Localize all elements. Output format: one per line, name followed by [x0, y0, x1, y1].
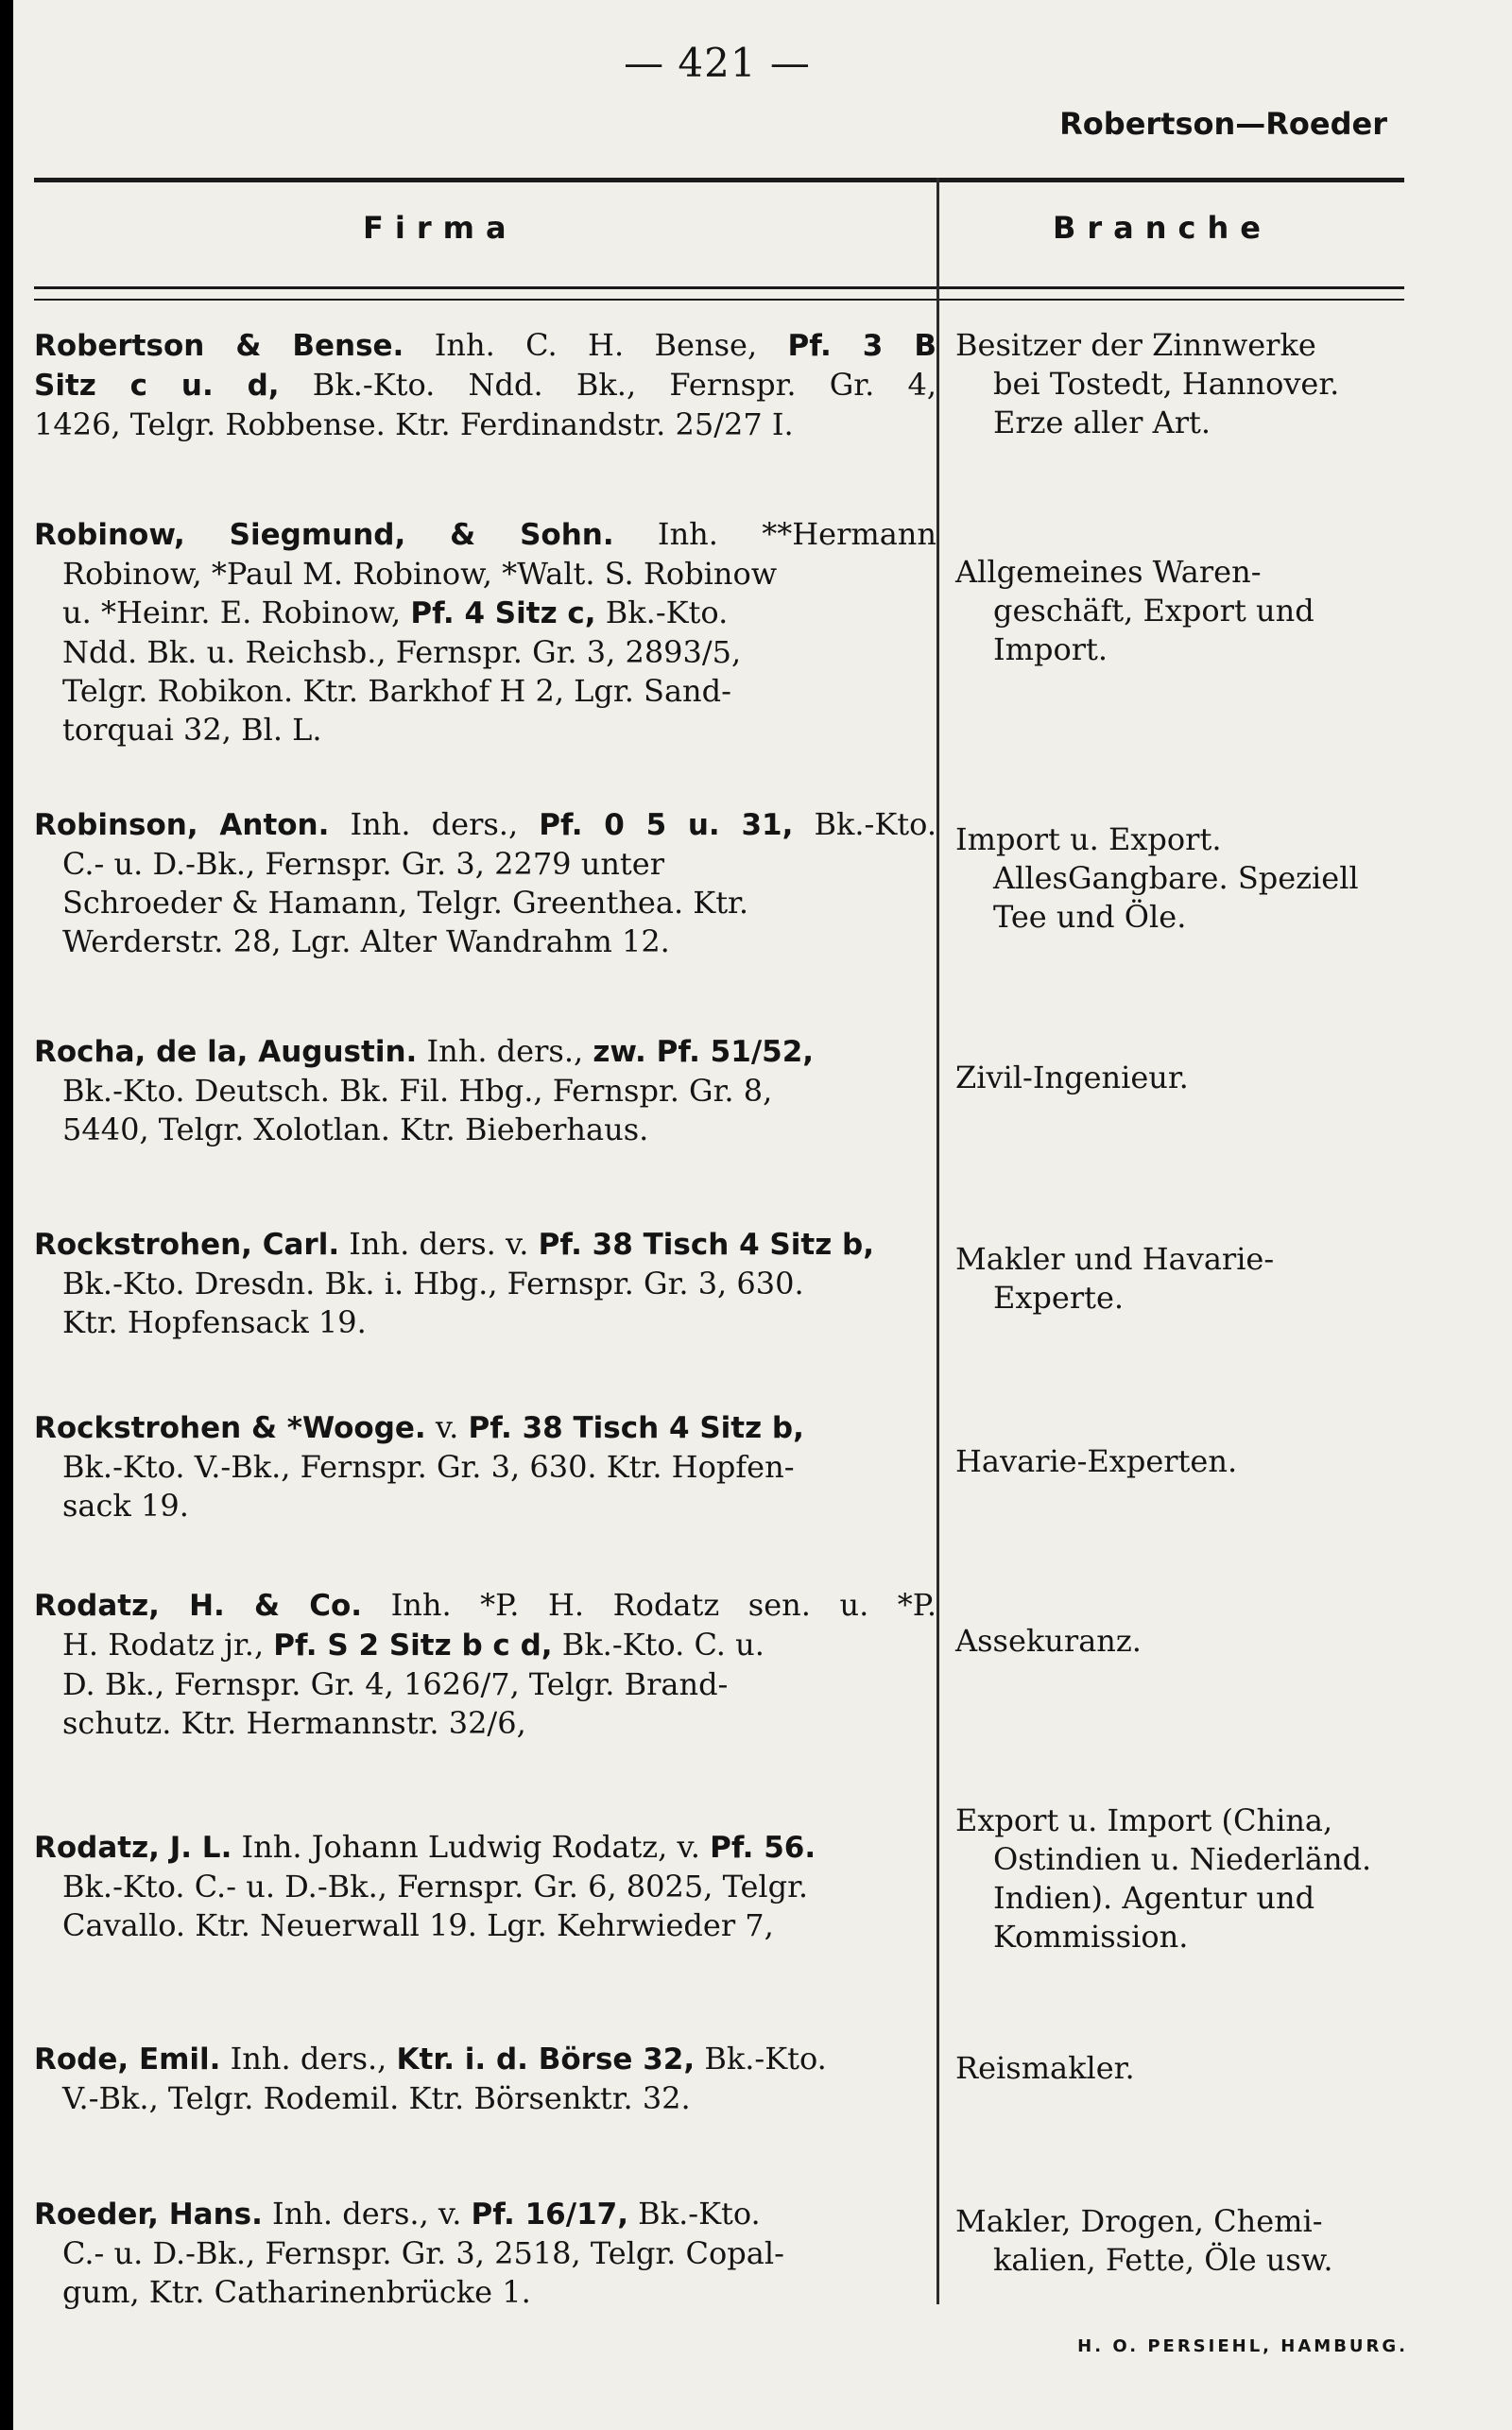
company-name: Rockstrohen, Carl. [34, 1228, 340, 1262]
column-header-firma: Firma [363, 210, 518, 246]
company-name: Robertson & Bense. [34, 329, 404, 363]
header-rule [34, 286, 1404, 289]
entry-branche: Assekuranz. [955, 1623, 1142, 1659]
entry-branche: Havarie-Experten. [955, 1443, 1238, 1479]
entry-firma: Rodatz, J. L. Inh. Johann Ludwig Rodatz, v. Pf. 56. Bk.-Kto. C.- u. D.-Bk., Fernspr. Gr. 6, 8025, Telgr. Cavallo. Ktr. Neuerwall 19. Lgr. Kehrwieder 7, [34, 1829, 816, 1943]
entry-branche: Allgemeines Waren- geschäft, Export und Import. [955, 554, 1314, 667]
entry-branche: Makler, Drogen, Chemi- kalien, Fette, Öle usw. [955, 2203, 1333, 2278]
entry-branche: Zivil-Ingenieur. [955, 1060, 1189, 1095]
printer-imprint: H. O. PERSIEHL, HAMBURG. [1077, 2336, 1408, 2356]
header-rule-thin [34, 299, 1404, 301]
top-rule [34, 178, 1404, 182]
entry-firma: Rocha, de la, Augustin. Inh. ders., zw. Pf. 51/52, Bk.-Kto. Deutsch. Bk. Fil. Hbg., Fernspr. Gr. 8, 5440, Telgr. Xolotlan. Ktr. Bieberhaus. [34, 1033, 815, 1147]
company-name: Rocha, de la, Augustin. [34, 1035, 418, 1069]
entry-firma: Robertson & Bense. Inh. C. H. Bense, Pf. 3 B Sitz c u. d, Bk.-Kto. Ndd. Bk., Fernspr. Gr. 4, 1426, Telgr. Robbense. Ktr. Ferdinandstr. 25/27 I. [34, 327, 937, 442]
page-range-header: Robertson—Roeder [1059, 106, 1387, 142]
column-header-branche: Branche [1053, 210, 1272, 246]
entry-firma: Robinson, Anton. Inh. ders., Pf. 0 5 u. 31, Bk.-Kto. C.- u. D.-Bk., Fernspr. Gr. 3, 2279 unter Schroeder & Hamann, Telgr. Greenthea. Ktr. Werderstr. 28, Lgr. Alter Wandrahm 12. [34, 806, 936, 959]
entry-firma: Rode, Emil. Inh. ders., Ktr. i. d. Börse 32, Bk.-Kto. V.-Bk., Telgr. Rodemil. Ktr. Börsenktr. 32. [34, 2041, 827, 2116]
entry-branche: Besitzer der Zinnwerke bei Tostedt, Hannover. Erze aller Art. [955, 327, 1340, 440]
entry-branche: Import u. Export. AllesGangbare. Speziell Tee und Öle. [955, 821, 1359, 935]
page-number: — 421 — [624, 40, 811, 86]
entry-firma: Rockstrohen & *Wooge. v. Pf. 38 Tisch 4 Sitz b, Bk.-Kto. V.-Bk., Fernspr. Gr. 3, 630. Ktr. Hopfen- sack 19. [34, 1409, 804, 1524]
company-name: Rodatz, H. & Co. [34, 1589, 363, 1623]
entry-branche: Makler und Havarie- Experte. [955, 1241, 1275, 1316]
company-name: Rockstrohen & *Wooge. [34, 1411, 426, 1445]
company-name: Roeder, Hans. [34, 2197, 263, 2232]
entry-branche: Reismakler. [955, 2050, 1135, 2086]
company-name: Robinow, Siegmund, & Sohn. [34, 518, 614, 552]
entry-firma: Robinow, Siegmund, & Sohn. Inh. **Hermann Robinow, *Paul M. Robinow, *Walt. S. Robinow u. *Heinr. E. Robinow, Pf. 4 Sitz c, Bk.-Kto. Ndd. Bk. u. Reichsb., Fernspr. Gr. 3, 2893/5, Telgr. Robikon. Ktr. Barkhof H 2, Lgr. Sand- torquai 32, Bl. L. [34, 516, 937, 748]
company-name: Rodatz, J. L. [34, 1831, 232, 1865]
column-divider [936, 178, 939, 2304]
entry-branche: Export u. Import (China, Ostindien u. Niederländ. Indien). Agentur und Kommission. [955, 1802, 1372, 1955]
entry-firma: Rockstrohen, Carl. Inh. ders. v. Pf. 38 Tisch 4 Sitz b, Bk.-Kto. Dresdn. Bk. i. Hbg., Fernspr. Gr. 3, 630. Ktr. Hopfensack 19. [34, 1226, 875, 1340]
entry-firma: Rodatz, H. & Co. Inh. *P. H. Rodatz sen. u. *P. H. Rodatz jr., Pf. S 2 Sitz b c d, Bk.-Kto. C. u. D. Bk., Fernspr. Gr. 4, 1626/7, Telgr. Brand- schutz. Ktr. Hermannstr. 32/6, [34, 1587, 937, 1741]
directory-page [13, 0, 1512, 2430]
company-name: Robinson, Anton. [34, 808, 330, 842]
company-name: Rode, Emil. [34, 2042, 221, 2077]
entry-firma: Roeder, Hans. Inh. ders., v. Pf. 16/17, Bk.-Kto. C.- u. D.-Bk., Fernspr. Gr. 3, 2518, Telgr. Copal- gum, Ktr. Catharinenbrücke 1. [34, 2196, 784, 2310]
